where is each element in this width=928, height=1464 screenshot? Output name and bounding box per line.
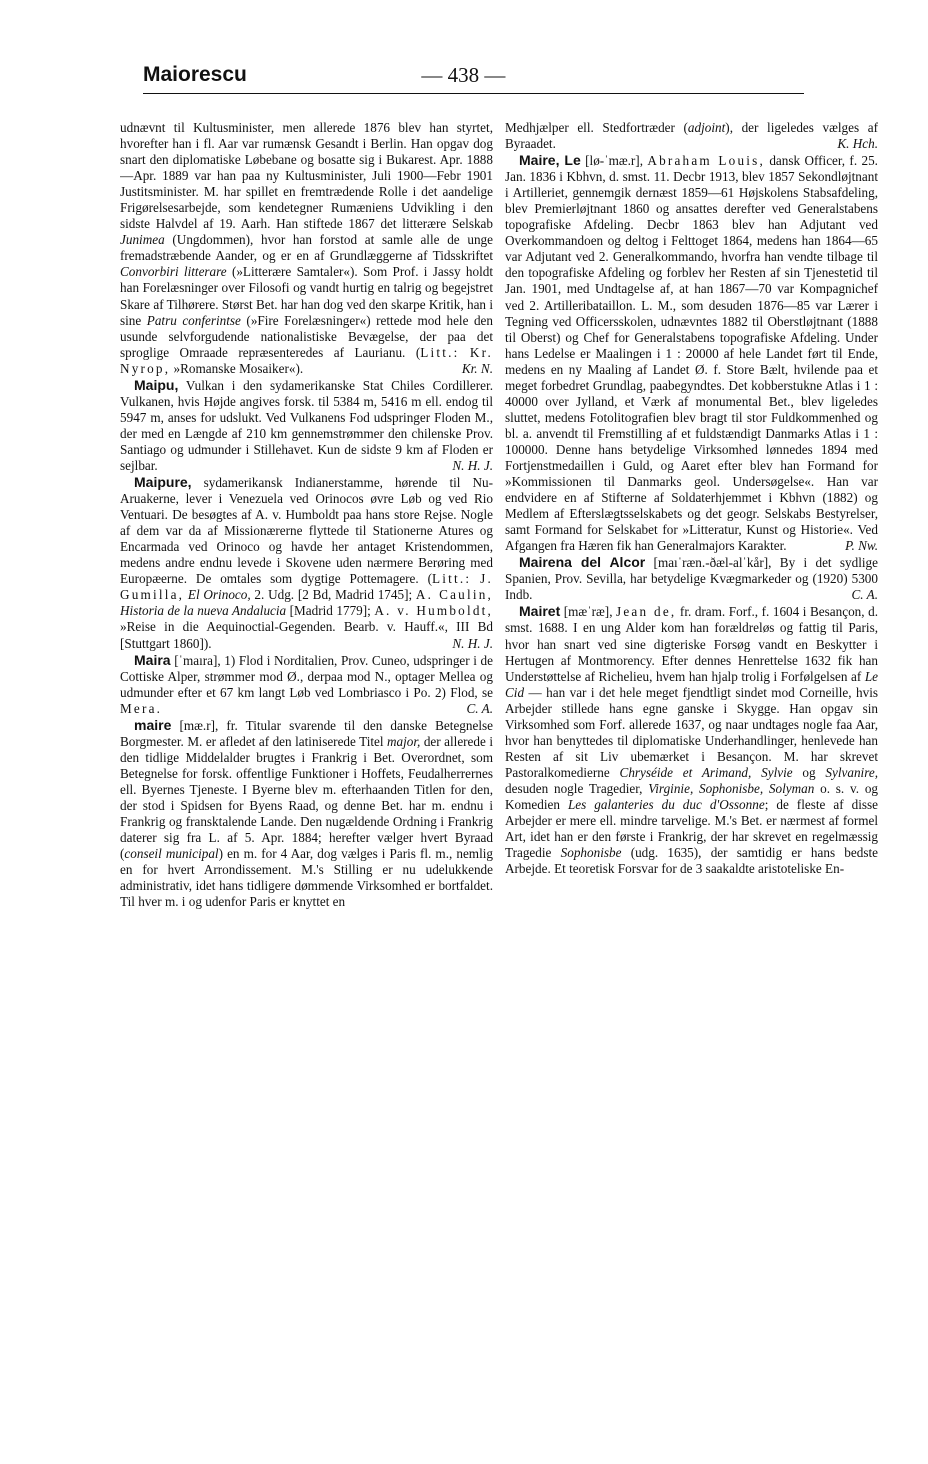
headword: maire [134, 716, 172, 733]
headword: Maipure, [134, 474, 192, 491]
author-signature: K. Hch. [837, 136, 878, 152]
literature-label: Litt.: [420, 344, 460, 360]
entry-text: »Romanske Mosaiker«). [170, 360, 304, 376]
entry-maipure [120, 474, 493, 652]
italic-title: Le Cid [505, 668, 878, 700]
entry-text: Vulkan i den sydamerikanske Stat Chiles Cordillerer. Vulkanen, hvis Højde angives forsk. til 5384 m, 5416 m ell. endog til 5947 m, anses for udslukt. Ved Vulkanens Fod udspringer Floden M., der med en Længde af 210 km gennemstrømmer den chilenske Prov. Santiago og udmunder i Stillehavet. Kun de sidste 9 km af Floden er sejlbar. [120, 377, 493, 473]
entry-text: desuden nogle Tragedier, [505, 780, 649, 796]
italic-title: Sophonisbe [560, 845, 622, 861]
entry-text: ; de fleste af disse Arbejder er mere ell. mindre tarvelige. M.'s Bet. er nærmest af formel Art, idet han er den første i Frankrig, der har skrevet en regelmæssig Tragedie [505, 796, 878, 861]
author-signature: C. A. [851, 587, 878, 603]
entry-text: ) en m. for 4 Aar, dog vælges i Paris fl. m., nemlig en for hvert Arrondissement. M.'s Stilling er nu udelukkende administrativ, idet hans tidligere dømmende Virksomhed er bortfaldet. Til hver m. i og udenfor Paris er knyttet en [120, 846, 493, 910]
italic-title: Patru conferintse [146, 312, 241, 328]
entry-text: [mæˈræ], [560, 604, 617, 620]
italic-term: major, [387, 733, 421, 749]
literature-label: Litt.: [432, 571, 472, 587]
italic-title: Les galanteries du duc d'Ossonne [567, 796, 765, 812]
entry-text: [ˈmaıra], 1) Flod i Norditalien, Prov. Cuneo, udspringer i de Cottiske Alper, strømmer mod Ø., derpaa mod N., optager Mellea og udmunder efter et 67 km langt Løb ved Lombriasco i Po. 2) Flod, se [120, 652, 493, 700]
headword: Maire, Le [519, 152, 581, 169]
entry-maire [120, 717, 493, 911]
text-columns [120, 120, 878, 1350]
person-name: Abraham Louis, [647, 153, 765, 169]
cross-reference: Mera. [120, 700, 163, 716]
italic-title: Convorbiri litterare [120, 264, 227, 280]
entry-text: der allerede i den tidlige Middelalder brugtes i Frankrig i Bet. Overordnet, som Betegnelse for forsk. offentlige Funktioner i Hoffets, Feudalherrernes ell. Byernes Tjeneste. I Byerne blev m. efterhaanden Titlen for den, der stod i Spidsen for Byens Raad, og denne Bet. har m. endnu i Frankrig og fransktalende Lande. Den nugældende Ordning i Frankrig daterer sig fra L. af 5. Apr. 1884; herefter vælger hvert Byraad ( [120, 733, 493, 862]
entry-text: (»Fire Forelæsninger«) rettede mod hele den usunde selvforgudende nationalistiske Bevægelse, der paa det sproglige Omraade repræsenteredes af Laurianu. ( [120, 312, 493, 360]
entry-text: (»Litterære Samtaler«). Som Prof. i Jassy holdt han Forelæsninger over Filosofi og vandt hurtig en talrig og begejstret Skare af Tilhørere. Størst Bet. har han dog ved den skarpe Kritik, han i sine [120, 264, 493, 328]
left-column [120, 120, 493, 1350]
headword: Mairena del Alcor [519, 554, 646, 571]
entry-maiorescu-continued [120, 120, 493, 377]
entry-text [459, 345, 469, 360]
entry-text: fr. dram. Forf., f. 1604 i Besançon, d. smst. 1688. I en ung Alder kom han forældreløs og fattig til Paris, hvor han snart ved sine digteriske Forsøg vandt en Beskytter i Hertugen af Montmorency. Efter dennes Henrettelse 1632 fik han Understøttelse af Richelieu, hvem han hjalp trolig i Forfølgelsen af [505, 604, 878, 684]
author-signature: C. A. [466, 700, 493, 716]
entry-maire-le [505, 152, 878, 554]
author-signature: P. Nw. [845, 538, 878, 554]
italic-term: adjoint [687, 120, 726, 135]
entry-maira [120, 652, 493, 717]
entry-text: udnævnt til Kultusminister, men allerede 1876 blev han styrtet, hvorefter han i fl. Aar var rumænsk Gesandt i Berlin. Han opgav dog snart den diplomatiske Løbebane og bosatte sig i Bukarest. Apr. 1888—Apr. 1889 var han paa ny Kultusminister, Juli 1900—Febr 1901 Justitsminister. M. har spillet en fremtrædende Rolle i det aandelige Frigørelsesarbejde, som kendetegner Rumæniens Udvikling i den sidste Halvdel af 19. Aarh. Han stiftede 1867 det litterære Selskab [120, 120, 493, 232]
headword: Mairet [519, 603, 561, 620]
right-column [505, 120, 878, 1350]
author-name: J. Gumilla, [120, 571, 493, 603]
entry-text: — han var i det hele meget fjendtligt sindet mod Corneille, hvis Arbejder stillede hans egne ganske i Skygge. Han opgav sin Virksomhed som Forf. allerede 1637, og naar undtages nogle faa Aar, hvor han benyttedes til diplomatiske Underhandlinger, henlevede han Resten af sit Liv ubemærket i Besançon. M. har skrevet Pastoralkomedierne [505, 684, 878, 780]
entry-text: [Madrid 1779]; [286, 603, 375, 619]
entry-mairena [505, 554, 878, 603]
entry-text: [maıˈræn.-ðæl-alˈkår], By i det sydlige Spanien, Prov. Sevilla, har betydelige Kvægmarkeder og (1920) 5300 Indb. [505, 555, 878, 603]
entry-text: (Ungdommen), hvor han forstod at samle alle de unge fremadstræbende Aander, og er en af Grundlæggerne af Tidsskriftet [120, 232, 493, 264]
author-name: Kr. Nyrop, [120, 344, 493, 376]
italic-title: Chryséide et Arimand, Sylvie [619, 764, 793, 780]
italic-term: conseil municipal [124, 846, 219, 862]
entry-text: ), der ligeledes vælges af Byraadet. [505, 120, 878, 152]
running-head: Maiorescu [143, 63, 247, 86]
entry-text: 2. Udg. [2 Bd, Madrid 1745]; [250, 587, 416, 603]
italic-title: Virginie, Sophonisbe, Solyman [648, 780, 815, 796]
italic-title: Junimea [120, 232, 165, 248]
author-signature: N. H. J. [452, 635, 493, 651]
entry-text: Medhjælper ell. Stedfortræder ( [505, 120, 688, 135]
entry-mairet [505, 603, 878, 877]
entry-maipu [120, 377, 493, 474]
italic-title: Historia de la nueva Andalucia [120, 603, 287, 619]
entry-text: o. s. v. og Komedien [505, 780, 878, 812]
entry-maire-continued [505, 120, 878, 152]
entry-text: dansk Officer, f. 25. Jan. 1836 i Kbhvn, d. smst. 11. Decbr 1913, blev 1857 Sekondløjtnant i Artilleriet, gennemgik dernæst 1859—61 Højskolens Stabsafdeling, blev Premierløjtnant 1860 og ansattes derefter ved Generalstabens topografiske Afdeling. Decbr 1863 blev han Adjutant ved Overkommandoen og deltog i Felttoget 1864, medens han 1864—65 var Adjutant ved 2. Generalkommando, hvorfra han vendte tilbage til den topografiske Afdeling og forblev her Resten af sin Tjenestetid til Jan. 1901, med Undtagelse af, at han 1867—70 var Kompagnichef ved 2. Artilleribataillon. L. M., som desuden 1876—85 var Lærer i Tegning ved Officersskolen, udnævntes 1882 til Oberstløjtnant (1888 til Oberst) og Chef for Generalstabens topografiske Afdeling. Under hans Ledelse er Maalingen i 1 : 20000 af hele Landet ført til Ende, medens en ny Maaling af Landet Ø. f. Store Bælt, hvilende paa et meget forbedret Grundlag, paabegyndtes. Det kobberstukne Atlas i 1 : 40000 over Jylland, et Værk af monumental Bet., blev ligeledes sluttet, medens Fotolitografien blev bragt til stor Fuldkommenhed og bl. a. anvendt til Fremstilling af et fuldstændigt Danmarks Atlas i 1 : 100000. Denne hans betydelige Virksomhed lønnedes 1894 med Fortjenstmedaillen i Guld, og Aaret efter blev han Formand for »Kommissionen til Danmarks geol. Undersøgelse«. Han var endvidere en af Stifterne af Soldaterhjemmet i Kbhvn (1882) og Medlem af Efterslægtsselskabets og det geogr. Selskabs Bestyrelser, samt Formand for Selskabet for »Litteratur, Kunst og Historie«. Ved Afgangen fra Hæren fik han Generalmajors Karakter. [505, 153, 878, 554]
entry-text: sydamerikansk Indianerstamme, hørende til Nu-Aruakerne, lever i Venezuela ved Orinocos øvre Løb og ved Rio Ventuari. De besøgtes af A. v. Humboldt paa hans store Rejse. Nogle af dem var da af Missionærerne flyttede til Stationerne Atures og Encarmada ved Orinoco og havde her antaget Kristendommen, medens andre endnu levede i Skovene uden nærmere Berøring med Europæerne. De omtales som dygtige Pottemagere. ( [120, 475, 493, 587]
person-name: Jean de, [616, 604, 677, 620]
italic-title: Sylvanire, [825, 764, 878, 780]
page-header [143, 60, 804, 94]
author-name: A. Caulin, [415, 587, 493, 603]
entry-text: (udg. 1635), der samtidig er hans bedste Arbejde. Et teoretisk Forsvar for de 3 saakaldte aristoteliske En- [505, 845, 878, 877]
entry-text: »Reise in die Aequinoctial-Gegenden. Bearb. v. Hauff.«, III Bd [Stuttgart 1860]). [120, 619, 493, 651]
italic-title: El Orinoco, [187, 587, 251, 603]
headword: Maira [134, 651, 171, 668]
entry-text: [lø-ˈmæ.r], [580, 153, 648, 169]
headword: Maipu, [134, 376, 179, 393]
entry-text: og [792, 764, 826, 780]
author-name: A. v. Humboldt, [374, 603, 493, 619]
author-signature: N. H. J. [452, 457, 493, 473]
page-number: — 438 — [421, 62, 506, 87]
entry-text: [mæ.r], fr. Titular svarende til den danske Betegnelse Borgmester. M. er afledet af den latiniserede Titel [120, 717, 493, 749]
author-signature: Kr. N. [461, 360, 493, 376]
